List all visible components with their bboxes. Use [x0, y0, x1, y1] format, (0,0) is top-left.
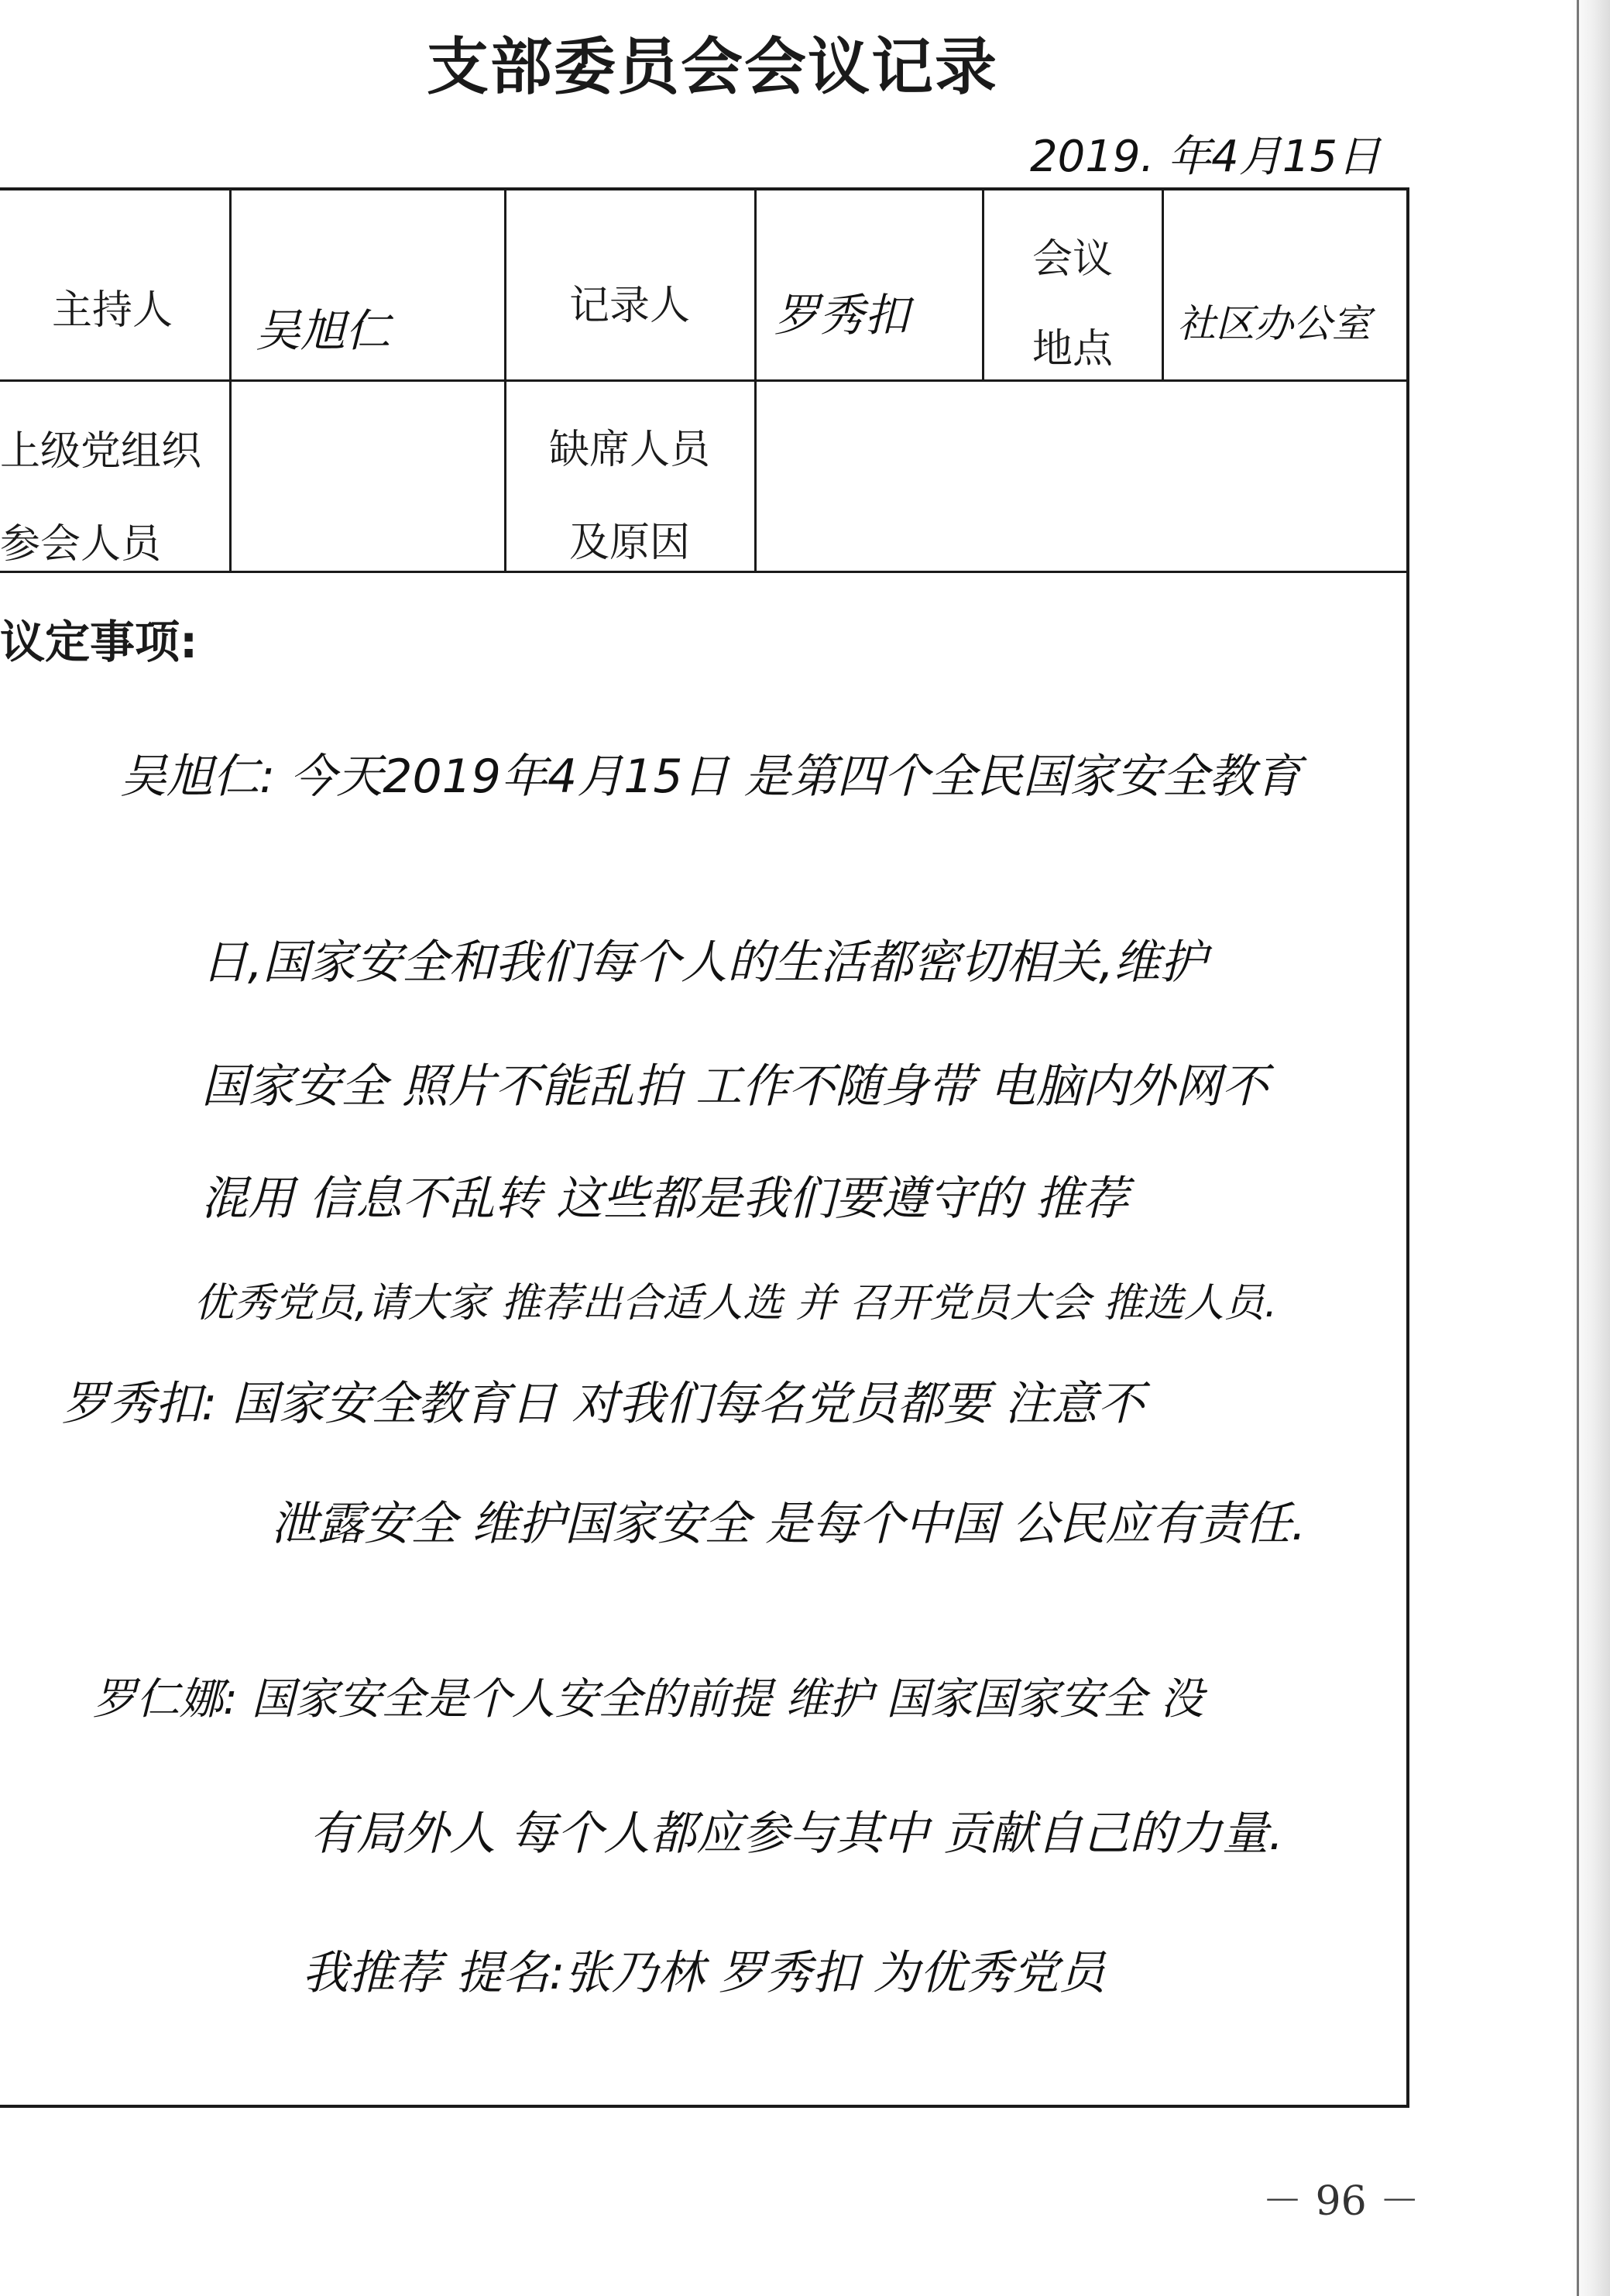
- location-label-1: 会议: [1032, 236, 1113, 283]
- table-col-divider: [504, 187, 506, 571]
- body-line: 罗秀扣: 国家安全教育日 对我们每名党员都要 注意不: [62, 1377, 1145, 1431]
- body-line: 我推荐 提名:张乃林 罗秀扣 为优秀党员: [302, 1946, 1106, 2000]
- table-col-divider: [1162, 187, 1164, 381]
- page-edge-line: [1577, 0, 1579, 2296]
- page-edge: [1570, 0, 1610, 2296]
- recorder-label: 记录人: [568, 283, 690, 329]
- upper-org-label-2: 参会人员: [0, 521, 162, 568]
- recorder-value: 罗秀扣: [774, 289, 910, 341]
- absent-label-1: 缺席人员: [548, 427, 710, 473]
- table-bottom-divider: [0, 571, 1409, 573]
- location-value: 社区办公室: [1177, 301, 1371, 346]
- host-label: 主持人: [51, 287, 173, 334]
- page-number: － 96 －: [1262, 2178, 1420, 2225]
- host-value: 吴旭仁: [256, 304, 391, 357]
- meeting-date: 2019. 年4月15日: [1030, 132, 1382, 182]
- body-line: 混用 信息不乱转 这些都是我们要遵守的 推荐: [201, 1172, 1129, 1226]
- page-title: 支部委员会会议记录: [427, 31, 998, 103]
- table-row-divider: [0, 379, 1409, 382]
- table-col-divider: [229, 187, 232, 571]
- location-label-2: 地点: [1032, 326, 1113, 372]
- table-col-divider: [982, 187, 984, 381]
- body-line: 日,国家安全和我们每个人的生活都密切相关,维护: [201, 935, 1207, 990]
- body-line: 优秀党员,请大家 推荐出合适人选 并 召开党员大会 推选人员.: [194, 1280, 1278, 1326]
- table-col-divider: [754, 187, 757, 571]
- upper-org-label-1: 上级党组织: [0, 428, 202, 475]
- body-line: 国家安全 照片不能乱拍 工作不随身带 电脑内外网不: [201, 1059, 1268, 1114]
- body-line: 罗仁娜: 国家安全是个人安全的前提 维护 国家国家安全 没: [93, 1674, 1204, 1725]
- body-line: 有局外人 每个人都应参与其中 贡献自己的力量.: [310, 1807, 1284, 1861]
- body-line: 泄露安全 维护国家安全 是每个中国 公民应有责任.: [271, 1497, 1306, 1551]
- decisions-heading: 议定事项:: [0, 616, 198, 668]
- absent-label-2: 及原因: [568, 520, 690, 566]
- body-line: 吴旭仁: 今天2019年4月15日 是第四个全民国家安全教育: [120, 750, 1302, 804]
